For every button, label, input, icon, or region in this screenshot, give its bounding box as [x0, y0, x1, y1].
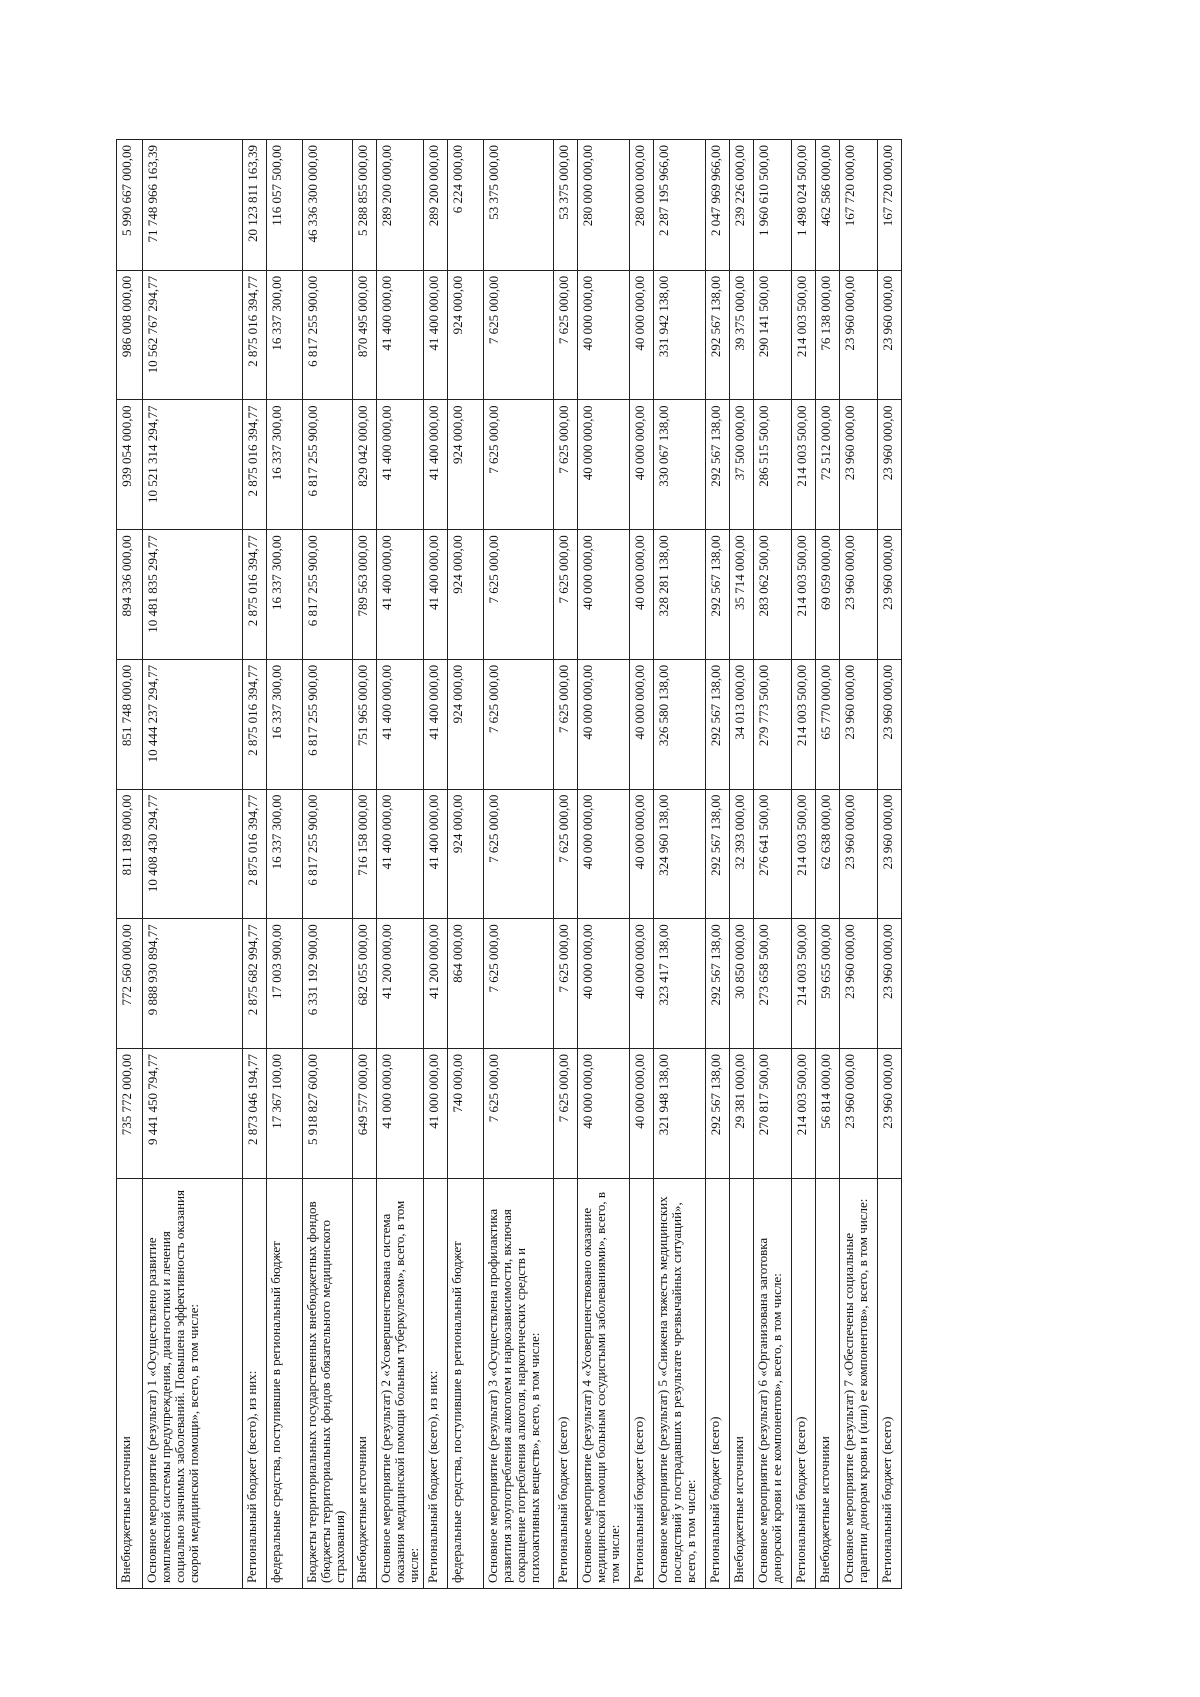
year-value-cell: 326 580 138,00	[654, 659, 706, 789]
year-value-cell: 10 562 767 294,77	[143, 270, 243, 400]
total-value-cell: 167 720 000,00	[878, 140, 902, 271]
table-row	[303, 140, 353, 1589]
year-value-cell: 23 960 000,00	[878, 270, 902, 400]
table-row	[630, 140, 654, 1589]
year-value-cell: 7 625 000,00	[484, 400, 554, 530]
year-value-cell: 864 000,00	[448, 919, 484, 1049]
year-value-cell: 6 817 255 900,00	[303, 659, 353, 789]
row-label-cell: Региональный бюджет (всего)	[554, 1178, 578, 1588]
year-value-cell: 41 400 000,00	[424, 270, 448, 400]
year-value-cell: 851 748 000,00	[117, 659, 143, 789]
year-value-cell: 41 400 000,00	[377, 270, 424, 400]
year-value-cell: 6 817 255 900,00	[303, 270, 353, 400]
row-label-cell: федеральные средства, поступившие в региональный бюджет	[448, 1178, 484, 1588]
table-row	[816, 140, 840, 1589]
year-value-cell: 41 000 000,00	[377, 1048, 424, 1178]
table-row	[117, 140, 143, 1589]
year-value-cell: 23 960 000,00	[840, 659, 878, 789]
year-value-cell: 7 625 000,00	[554, 659, 578, 789]
year-value-cell: 328 281 138,00	[654, 530, 706, 660]
year-value-cell: 76 138 000,00	[816, 270, 840, 400]
year-value-cell: 41 400 000,00	[377, 530, 424, 660]
year-value-cell: 56 814 000,00	[816, 1048, 840, 1178]
row-label-cell: Бюджеты территориальных государственных внебюджетных фондов (бюджеты территориальных фондов обязательного медицинского страхования)	[303, 1178, 353, 1588]
year-value-cell: 40 000 000,00	[630, 530, 654, 660]
total-value-cell: 53 375 000,00	[484, 140, 554, 271]
year-value-cell: 35 714 000,00	[730, 530, 754, 660]
total-value-cell: 1 498 024 500,00	[792, 140, 816, 271]
year-value-cell: 735 772 000,00	[117, 1048, 143, 1178]
year-value-cell: 10 408 430 294,77	[143, 789, 243, 919]
year-value-cell: 811 189 000,00	[117, 789, 143, 919]
year-value-cell: 41 000 000,00	[424, 1048, 448, 1178]
year-value-cell: 2 875 016 394,77	[243, 659, 267, 789]
year-value-cell: 72 512 000,00	[816, 400, 840, 530]
row-label-cell: Внебюджетные источники	[353, 1178, 377, 1588]
row-label-cell: Основное мероприятие (результат) 5 «Снижена тяжесть медицинских последствий у пострадавших в результате чрезвычайных ситуаций», всего, в том числе:	[654, 1178, 706, 1588]
total-value-cell: 280 000 000,00	[630, 140, 654, 271]
year-value-cell: 273 658 500,00	[754, 919, 792, 1049]
total-value-cell: 167 720 000,00	[840, 140, 878, 271]
total-value-cell: 20 123 811 163,39	[243, 140, 267, 271]
year-value-cell: 2 875 016 394,77	[243, 530, 267, 660]
year-value-cell: 939 054 000,00	[117, 400, 143, 530]
year-value-cell: 40 000 000,00	[630, 400, 654, 530]
year-value-cell: 41 200 000,00	[377, 919, 424, 1049]
year-value-cell: 292 567 138,00	[706, 400, 730, 530]
year-value-cell: 276 641 500,00	[754, 789, 792, 919]
year-value-cell: 23 960 000,00	[840, 919, 878, 1049]
year-value-cell: 23 960 000,00	[878, 400, 902, 530]
year-value-cell: 214 003 500,00	[792, 789, 816, 919]
year-value-cell: 23 960 000,00	[878, 1048, 902, 1178]
year-value-cell: 6 817 255 900,00	[303, 789, 353, 919]
year-value-cell: 2 875 016 394,77	[243, 400, 267, 530]
year-value-cell: 292 567 138,00	[706, 530, 730, 660]
year-value-cell: 23 960 000,00	[878, 919, 902, 1049]
total-value-cell: 5 288 855 000,00	[353, 140, 377, 271]
row-label-cell: Основное мероприятие (результат) 7 «Обеспечены социальные гарантии донорам крови и (или) ее компонентов», всего, в том числе:	[840, 1178, 878, 1588]
year-value-cell: 924 000,00	[448, 530, 484, 660]
year-value-cell: 7 625 000,00	[484, 659, 554, 789]
table-row	[878, 140, 902, 1589]
total-value-cell: 2 047 969 966,00	[706, 140, 730, 271]
row-label-cell: Основное мероприятие (результат) 2 «Усовершенствована система оказания медицинской помощи больным туберкулезом», всего, в том числе:	[377, 1178, 424, 1588]
total-value-cell: 289 200 000,00	[424, 140, 448, 271]
table-row	[654, 140, 706, 1589]
year-value-cell: 40 000 000,00	[630, 789, 654, 919]
table-row	[578, 140, 630, 1589]
year-value-cell: 40 000 000,00	[630, 1048, 654, 1178]
total-value-cell: 5 990 667 000,00	[117, 140, 143, 271]
year-value-cell: 16 337 300,00	[267, 659, 303, 789]
year-value-cell: 290 141 500,00	[754, 270, 792, 400]
year-value-cell: 10 481 835 294,77	[143, 530, 243, 660]
year-value-cell: 7 625 000,00	[554, 400, 578, 530]
year-value-cell: 23 960 000,00	[878, 789, 902, 919]
year-value-cell: 7 625 000,00	[554, 789, 578, 919]
row-label-cell: Основное мероприятие (результат) 3 «Осуществлена профилактика развития злоупотребления алкоголем и наркозависимости, включая сокращение потребления алкоголя, наркотических средств и психоактивных веществ», всего, в том числе:	[484, 1178, 554, 1588]
year-value-cell: 40 000 000,00	[578, 919, 630, 1049]
year-value-cell: 37 500 000,00	[730, 400, 754, 530]
year-value-cell: 7 625 000,00	[484, 789, 554, 919]
year-value-cell: 41 400 000,00	[424, 789, 448, 919]
year-value-cell: 870 495 000,00	[353, 270, 377, 400]
total-value-cell: 289 200 000,00	[377, 140, 424, 271]
table-row	[243, 140, 267, 1589]
table-row	[267, 140, 303, 1589]
year-value-cell: 323 417 138,00	[654, 919, 706, 1049]
year-value-cell: 40 000 000,00	[578, 530, 630, 660]
year-value-cell: 10 444 237 294,77	[143, 659, 243, 789]
year-value-cell: 16 337 300,00	[267, 400, 303, 530]
year-value-cell: 23 960 000,00	[878, 530, 902, 660]
year-value-cell: 7 625 000,00	[554, 270, 578, 400]
total-value-cell: 280 000 000,00	[578, 140, 630, 271]
year-value-cell: 23 960 000,00	[840, 530, 878, 660]
year-value-cell: 894 336 000,00	[117, 530, 143, 660]
year-value-cell: 986 008 000,00	[117, 270, 143, 400]
year-value-cell: 41 400 000,00	[377, 659, 424, 789]
year-value-cell: 682 055 000,00	[353, 919, 377, 1049]
total-value-cell: 53 375 000,00	[554, 140, 578, 271]
year-value-cell: 270 817 500,00	[754, 1048, 792, 1178]
year-value-cell: 41 400 000,00	[377, 789, 424, 919]
year-value-cell: 279 773 500,00	[754, 659, 792, 789]
year-value-cell: 40 000 000,00	[630, 919, 654, 1049]
row-label-cell: Внебюджетные источники	[117, 1178, 143, 1588]
year-value-cell: 751 965 000,00	[353, 659, 377, 789]
year-value-cell: 7 625 000,00	[484, 530, 554, 660]
year-value-cell: 649 577 000,00	[353, 1048, 377, 1178]
year-value-cell: 23 960 000,00	[840, 270, 878, 400]
year-value-cell: 924 000,00	[448, 400, 484, 530]
table-row	[840, 140, 878, 1589]
year-value-cell: 924 000,00	[448, 789, 484, 919]
year-value-cell: 924 000,00	[448, 659, 484, 789]
year-value-cell: 7 625 000,00	[554, 919, 578, 1049]
year-value-cell: 924 000,00	[448, 270, 484, 400]
table-row	[554, 140, 578, 1589]
table-row	[353, 140, 377, 1589]
total-value-cell: 6 224 000,00	[448, 140, 484, 271]
year-value-cell: 40 000 000,00	[578, 270, 630, 400]
year-value-cell: 65 770 000,00	[816, 659, 840, 789]
year-value-cell: 214 003 500,00	[792, 1048, 816, 1178]
year-value-cell: 324 960 138,00	[654, 789, 706, 919]
table-row	[754, 140, 792, 1589]
table-row	[484, 140, 554, 1589]
year-value-cell: 41 400 000,00	[424, 530, 448, 660]
budget-table	[116, 139, 902, 1589]
row-label-cell: Региональный бюджет (всего)	[878, 1178, 902, 1588]
year-value-cell: 40 000 000,00	[630, 659, 654, 789]
year-value-cell: 2 875 682 994,77	[243, 919, 267, 1049]
year-value-cell: 5 918 827 600,00	[303, 1048, 353, 1178]
year-value-cell: 214 003 500,00	[792, 530, 816, 660]
row-label-cell: Региональный бюджет (всего), из них:	[424, 1178, 448, 1588]
year-value-cell: 17 003 900,00	[267, 919, 303, 1049]
year-value-cell: 7 625 000,00	[484, 270, 554, 400]
year-value-cell: 30 850 000,00	[730, 919, 754, 1049]
year-value-cell: 7 625 000,00	[554, 1048, 578, 1178]
total-value-cell: 462 586 000,00	[816, 140, 840, 271]
year-value-cell: 16 337 300,00	[267, 789, 303, 919]
year-value-cell: 40 000 000,00	[578, 1048, 630, 1178]
year-value-cell: 292 567 138,00	[706, 659, 730, 789]
row-label-cell: Региональный бюджет (всего)	[792, 1178, 816, 1588]
year-value-cell: 292 567 138,00	[706, 919, 730, 1049]
row-label-cell: Основное мероприятие (результат) 4 «Усовершенствовано оказание медицинской помощи больным сосудистыми заболеваниями», всего, в том числе:	[578, 1178, 630, 1588]
total-value-cell: 1 960 610 500,00	[754, 140, 792, 271]
year-value-cell: 6 817 255 900,00	[303, 530, 353, 660]
year-value-cell: 286 515 500,00	[754, 400, 792, 530]
year-value-cell: 2 875 016 394,77	[243, 270, 267, 400]
year-value-cell: 214 003 500,00	[792, 270, 816, 400]
year-value-cell: 23 960 000,00	[840, 789, 878, 919]
table-row	[448, 140, 484, 1589]
year-value-cell: 7 625 000,00	[484, 919, 554, 1049]
row-label-cell: Региональный бюджет (всего), из них:	[243, 1178, 267, 1588]
year-value-cell: 214 003 500,00	[792, 400, 816, 530]
year-value-cell: 292 567 138,00	[706, 1048, 730, 1178]
year-value-cell: 214 003 500,00	[792, 919, 816, 1049]
table-row	[377, 140, 424, 1589]
year-value-cell: 41 400 000,00	[424, 400, 448, 530]
total-value-cell: 239 226 000,00	[730, 140, 754, 271]
total-value-cell: 46 336 300 000,00	[303, 140, 353, 271]
year-value-cell: 40 000 000,00	[630, 270, 654, 400]
year-value-cell: 29 381 000,00	[730, 1048, 754, 1178]
year-value-cell: 214 003 500,00	[792, 659, 816, 789]
year-value-cell: 772 560 000,00	[117, 919, 143, 1049]
year-value-cell: 829 042 000,00	[353, 400, 377, 530]
table-row	[143, 140, 243, 1589]
table-row	[792, 140, 816, 1589]
row-label-cell: Региональный бюджет (всего)	[706, 1178, 730, 1588]
row-label-cell: Внебюджетные источники	[816, 1178, 840, 1588]
year-value-cell: 16 337 300,00	[267, 530, 303, 660]
year-value-cell: 10 521 314 294,77	[143, 400, 243, 530]
year-value-cell: 39 375 000,00	[730, 270, 754, 400]
year-value-cell: 6 331 192 900,00	[303, 919, 353, 1049]
year-value-cell: 32 393 000,00	[730, 789, 754, 919]
year-value-cell: 321 948 138,00	[654, 1048, 706, 1178]
year-value-cell: 789 563 000,00	[353, 530, 377, 660]
year-value-cell: 23 960 000,00	[840, 400, 878, 530]
row-label-cell: Основное мероприятие (результат) 6 «Организована заготовка донорской крови и ее компонентов», всего, в том числе:	[754, 1178, 792, 1588]
year-value-cell: 69 059 000,00	[816, 530, 840, 660]
year-value-cell: 41 400 000,00	[424, 659, 448, 789]
year-value-cell: 9 888 930 894,77	[143, 919, 243, 1049]
year-value-cell: 17 367 100,00	[267, 1048, 303, 1178]
year-value-cell: 6 817 255 900,00	[303, 400, 353, 530]
year-value-cell: 292 567 138,00	[706, 270, 730, 400]
year-value-cell: 330 067 138,00	[654, 400, 706, 530]
year-value-cell: 59 655 000,00	[816, 919, 840, 1049]
year-value-cell: 40 000 000,00	[578, 659, 630, 789]
year-value-cell: 41 400 000,00	[377, 400, 424, 530]
year-value-cell: 2 873 046 194,77	[243, 1048, 267, 1178]
year-value-cell: 62 638 000,00	[816, 789, 840, 919]
row-label-cell: Основное мероприятие (результат) 1 «Осуществлено развитие комплексной системы предупреждения, диагностики и лечения социально значимых заболеваний. Повышена эффективность оказания скорой медицинской помощи», всего, в том числе:	[143, 1178, 243, 1588]
table-row	[424, 140, 448, 1589]
row-label-cell: федеральные средства, поступившие в региональный бюджет	[267, 1178, 303, 1588]
total-value-cell: 2 287 195 966,00	[654, 140, 706, 271]
year-value-cell: 34 013 000,00	[730, 659, 754, 789]
year-value-cell: 331 942 138,00	[654, 270, 706, 400]
year-value-cell: 740 000,00	[448, 1048, 484, 1178]
year-value-cell: 23 960 000,00	[878, 659, 902, 789]
year-value-cell: 7 625 000,00	[484, 1048, 554, 1178]
year-value-cell: 16 337 300,00	[267, 270, 303, 400]
year-value-cell: 292 567 138,00	[706, 789, 730, 919]
year-value-cell: 40 000 000,00	[578, 789, 630, 919]
year-value-cell: 9 441 450 794,77	[143, 1048, 243, 1178]
row-label-cell: Региональный бюджет (всего)	[630, 1178, 654, 1588]
year-value-cell: 283 062 500,00	[754, 530, 792, 660]
total-value-cell: 116 057 500,00	[267, 140, 303, 271]
year-value-cell: 7 625 000,00	[554, 530, 578, 660]
total-value-cell: 71 748 966 163,39	[143, 140, 243, 271]
year-value-cell: 41 200 000,00	[424, 919, 448, 1049]
year-value-cell: 2 875 016 394,77	[243, 789, 267, 919]
table-row	[706, 140, 730, 1589]
year-value-cell: 40 000 000,00	[578, 400, 630, 530]
year-value-cell: 716 158 000,00	[353, 789, 377, 919]
table-row	[730, 140, 754, 1589]
row-label-cell: Внебюджетные источники	[730, 1178, 754, 1588]
year-value-cell: 23 960 000,00	[840, 1048, 878, 1178]
